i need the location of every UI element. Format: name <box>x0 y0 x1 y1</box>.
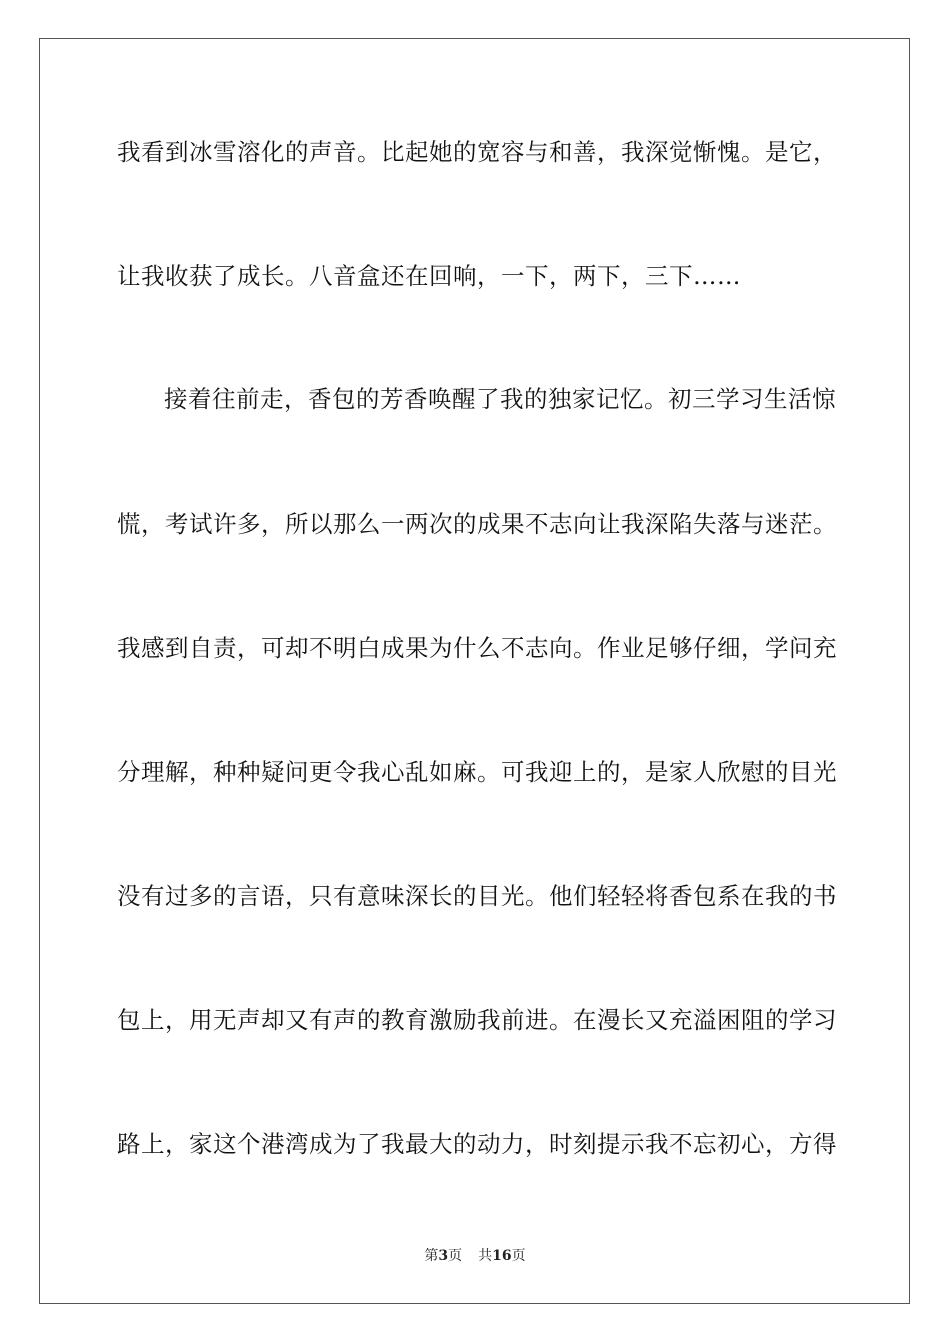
footer-total-prefix: 共 <box>478 1248 493 1264</box>
footer-page-number: 3 <box>438 1248 449 1264</box>
text-line-2: 让我收获了成长。八音盒还在回响，一下，两下，三下…… <box>117 262 741 290</box>
text-line-3-paragraph-start: 接着往前走，香包的芳香唤醒了我的独家记忆。初三学习生活惊 <box>164 385 836 413</box>
footer-page-prefix: 第 <box>424 1248 439 1264</box>
text-line-1: 我看到冰雪溶化的声音。比起她的宽容与和善，我深觉惭愧。是它， <box>117 138 837 166</box>
text-line-7: 没有过多的言语，只有意味深长的目光。他们轻轻将香包系在我的书 <box>117 882 837 910</box>
text-line-6: 分理解，种种疑问更令我心乱如麻。可我迎上的，是家人欣慰的目光 <box>117 758 837 786</box>
page-border <box>39 38 910 1304</box>
footer-total-suffix: 页 <box>511 1248 526 1264</box>
text-line-5: 我感到自责，可却不明白成果为什么不志向。作业足够仔细，学问充 <box>117 634 837 662</box>
text-line-4: 慌，考试许多，所以那么一两次的成果不志向让我深陷失落与迷茫。 <box>117 510 837 538</box>
text-line-9: 路上，家这个港湾成为了我最大的动力，时刻提示我不忘初心，方得 <box>117 1130 837 1158</box>
footer-total-pages: 16 <box>492 1248 512 1264</box>
page-footer <box>0 1247 950 1265</box>
footer-page-suffix: 页 <box>448 1248 463 1264</box>
text-line-8: 包上，用无声却又有声的教育激励我前进。在漫长又充溢困阻的学习 <box>117 1006 837 1034</box>
